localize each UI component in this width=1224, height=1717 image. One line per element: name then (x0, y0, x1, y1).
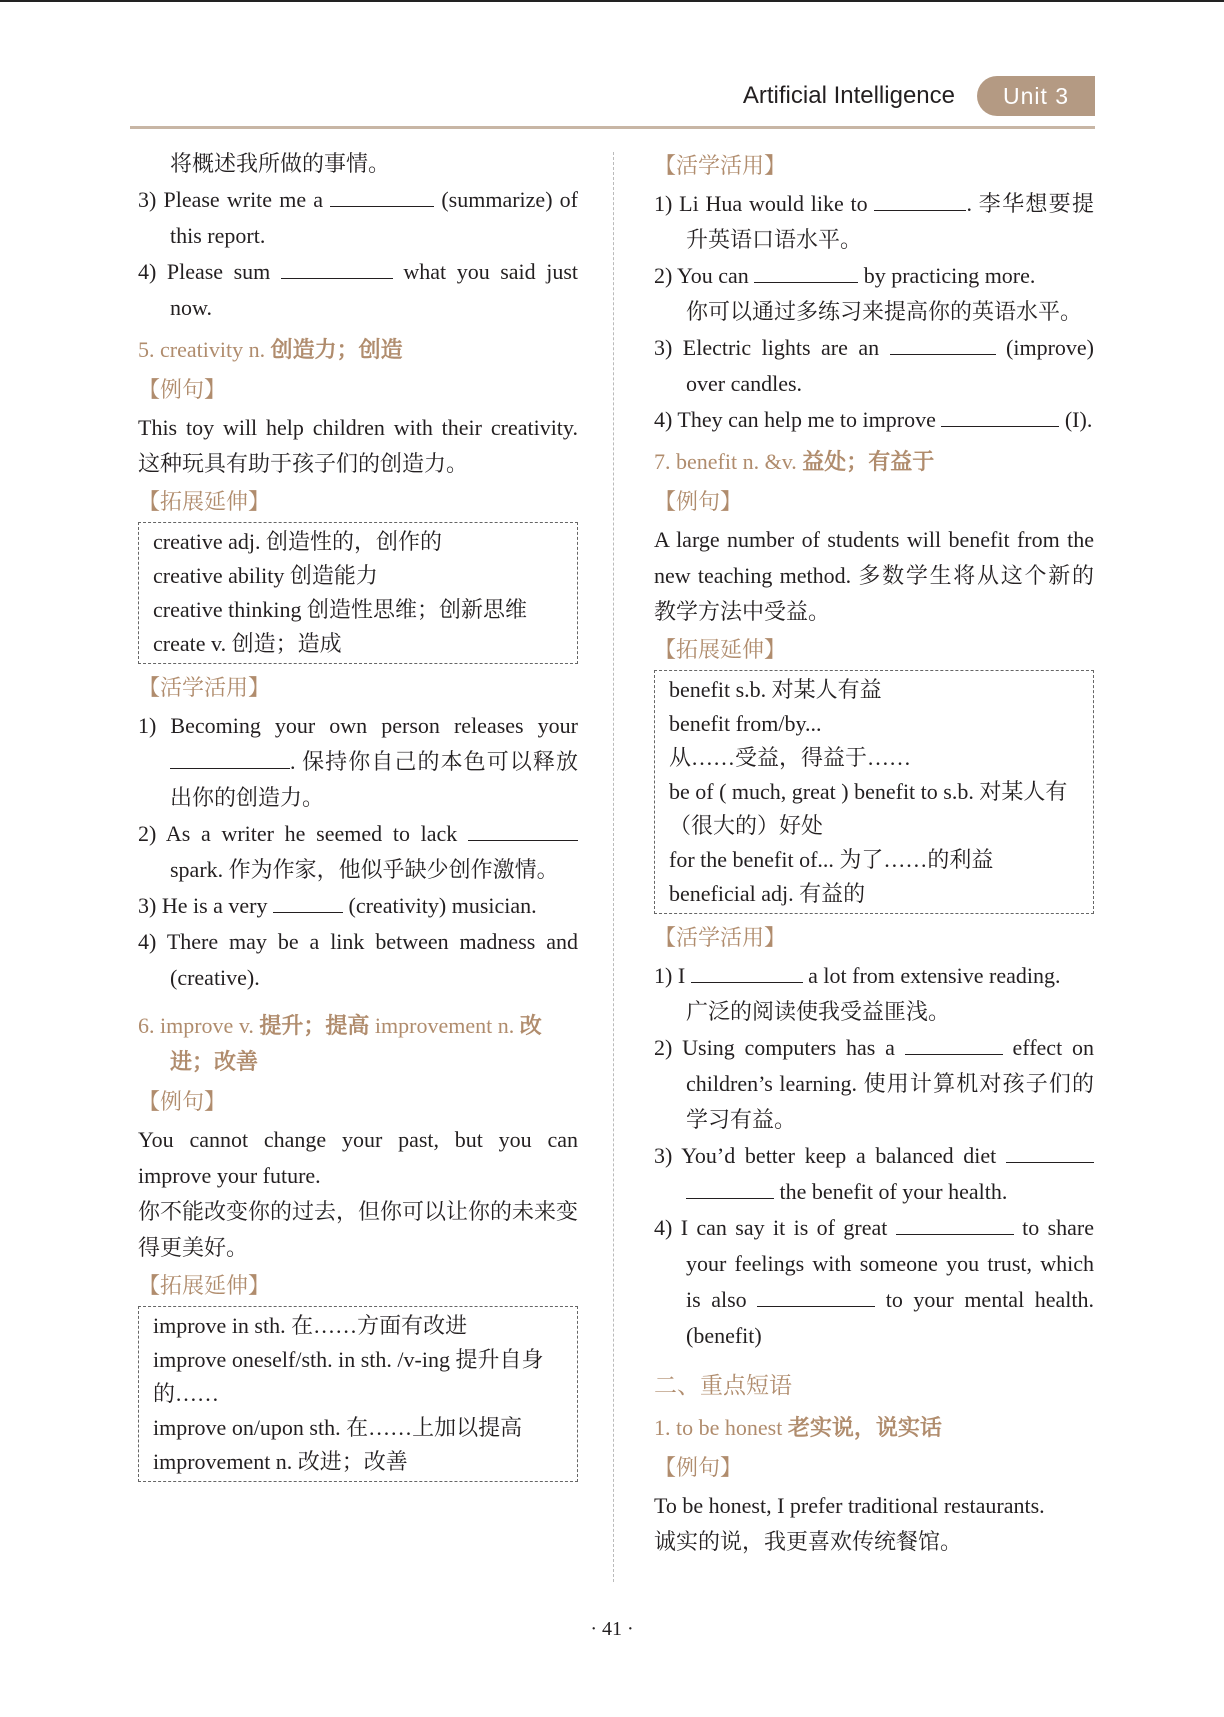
entry-heading: 6. improve v. 提升；提高 improvement n. 改进；改善 (138, 1013, 542, 1074)
box-line: creative thinking 创造性思维；创新思维 (153, 597, 527, 622)
section-label: 【例句】 (654, 1455, 743, 1480)
section-label: 【拓展延伸】 (138, 489, 271, 514)
exercise-item: 1) Becoming your own person releases your . 保持你自己的本色可以释放出你的创造力。 (138, 713, 578, 810)
top-border (0, 0, 1224, 2)
box-line: improve on/upon sth. 在……上加以提高 (153, 1415, 523, 1440)
extension-box (138, 522, 578, 664)
page-header (130, 76, 1095, 130)
exercise-item: 4) Please sum what you said just now. (138, 254, 578, 326)
exercise-translation: 广泛的阅读使我受益匪浅。 (686, 999, 951, 1024)
example-sentence: This toy will help children with their creativity. 这种玩具有助于孩子们的创造力。 (138, 415, 578, 476)
box-line: benefit s.b. 对某人有益 (669, 677, 882, 702)
box-line: be of ( much, great ) benefit to s.b. 对某人有（很大的）好处 (669, 779, 1068, 838)
exercise-item: 2) You can by practicing more. (654, 258, 1094, 294)
exercise-item: 4) I can say it is of great to share your feelings with someone you trust, which is also to your mental health. (benefit) (654, 1210, 1094, 1354)
box-line: for the benefit of... 为了……的利益 (669, 847, 994, 872)
exercise-item: 4) They can help me to improve (I). (654, 402, 1094, 438)
section-label: 【活学活用】 (138, 675, 271, 700)
box-line: beneficial adj. 有益的 (669, 881, 866, 906)
exercise-item: 3) Electric lights are an (improve) over candles. (654, 330, 1094, 402)
section-heading: 二、重点短语 (654, 1373, 792, 1399)
box-line: improvement n. 改进；改善 (153, 1449, 408, 1474)
exercise-item: 1) I a lot from extensive reading. (654, 958, 1094, 994)
entry-heading: 1. to be honest 老实说，说实话 (654, 1415, 942, 1440)
exercise-item: 4) There may be a link between madness and (creative). (138, 929, 578, 990)
section-label: 【活学活用】 (654, 925, 787, 950)
example-translation: 你不能改变你的过去，但你可以让你的未来变得更美好。 (138, 1199, 579, 1260)
box-line: 从……受益，得益于…… (669, 745, 912, 770)
box-line: creative ability 创造能力 (153, 563, 378, 588)
header-title: Artificial Intelligence (742, 82, 955, 109)
entry-heading: 7. benefit n. &v. 益处；有益于 (654, 449, 935, 474)
extension-box (654, 670, 1094, 914)
box-line: improve in sth. 在……方面有改进 (153, 1313, 468, 1338)
text-line: 将概述我所做的事情。 (170, 151, 391, 176)
box-line: benefit from/by... (669, 711, 822, 736)
section-label: 【例句】 (138, 377, 227, 402)
column-divider (613, 152, 614, 1582)
exercise-item: 2) As a writer he seemed to lack spark. 作为作家，他似乎缺少创作激情。 (138, 816, 578, 888)
example-sentence: You cannot change your past, but you can improve your future. (138, 1127, 578, 1188)
box-line: creative adj. 创造性的，创作的 (153, 529, 442, 554)
extension-box (138, 1306, 578, 1482)
section-label: 【拓展延伸】 (654, 637, 787, 662)
example-sentence: To be honest, I prefer traditional restaurants. (654, 1493, 1045, 1518)
exercise-item: 1) Li Hua would like to . 李华想要提升英语口语水平。 (654, 186, 1094, 258)
box-line: improve oneself/sth. in sth. /v-ing 提升自身的…… (153, 1347, 544, 1406)
entry-heading: 5. creativity n. 创造力；创造 (138, 337, 403, 362)
unit-badge: Unit 3 (977, 76, 1095, 116)
exercise-item: 3) Please write me a (summarize) of this report. (138, 182, 578, 254)
section-label: 【活学活用】 (654, 153, 787, 178)
exercise-item: 2) Using computers has a effect on children’s learning. 使用计算机对孩子们的学习有益。 (654, 1030, 1094, 1138)
example-sentence: A large number of students will benefit from the new teaching method. 多数学生将从这个新的教学方法中受益。 (654, 527, 1094, 624)
exercise-item: 3) You’d better keep a balanced diet the benefit of your health. (654, 1138, 1094, 1210)
box-line: create v. 创造；造成 (153, 631, 342, 656)
example-translation: 诚实的说，我更喜欢传统餐馆。 (654, 1529, 963, 1554)
header-rule (130, 126, 1095, 129)
section-label: 【例句】 (138, 1089, 227, 1114)
left-column (138, 146, 578, 1488)
page-number: · 41 · (590, 1618, 634, 1640)
section-label: 【例句】 (654, 489, 743, 514)
right-column (654, 146, 1094, 1560)
exercise-item: 3) He is a very (creativity) musician. (138, 888, 578, 924)
section-label: 【拓展延伸】 (138, 1273, 271, 1298)
exercise-translation: 你可以通过多练习来提高你的英语水平。 (686, 299, 1083, 324)
